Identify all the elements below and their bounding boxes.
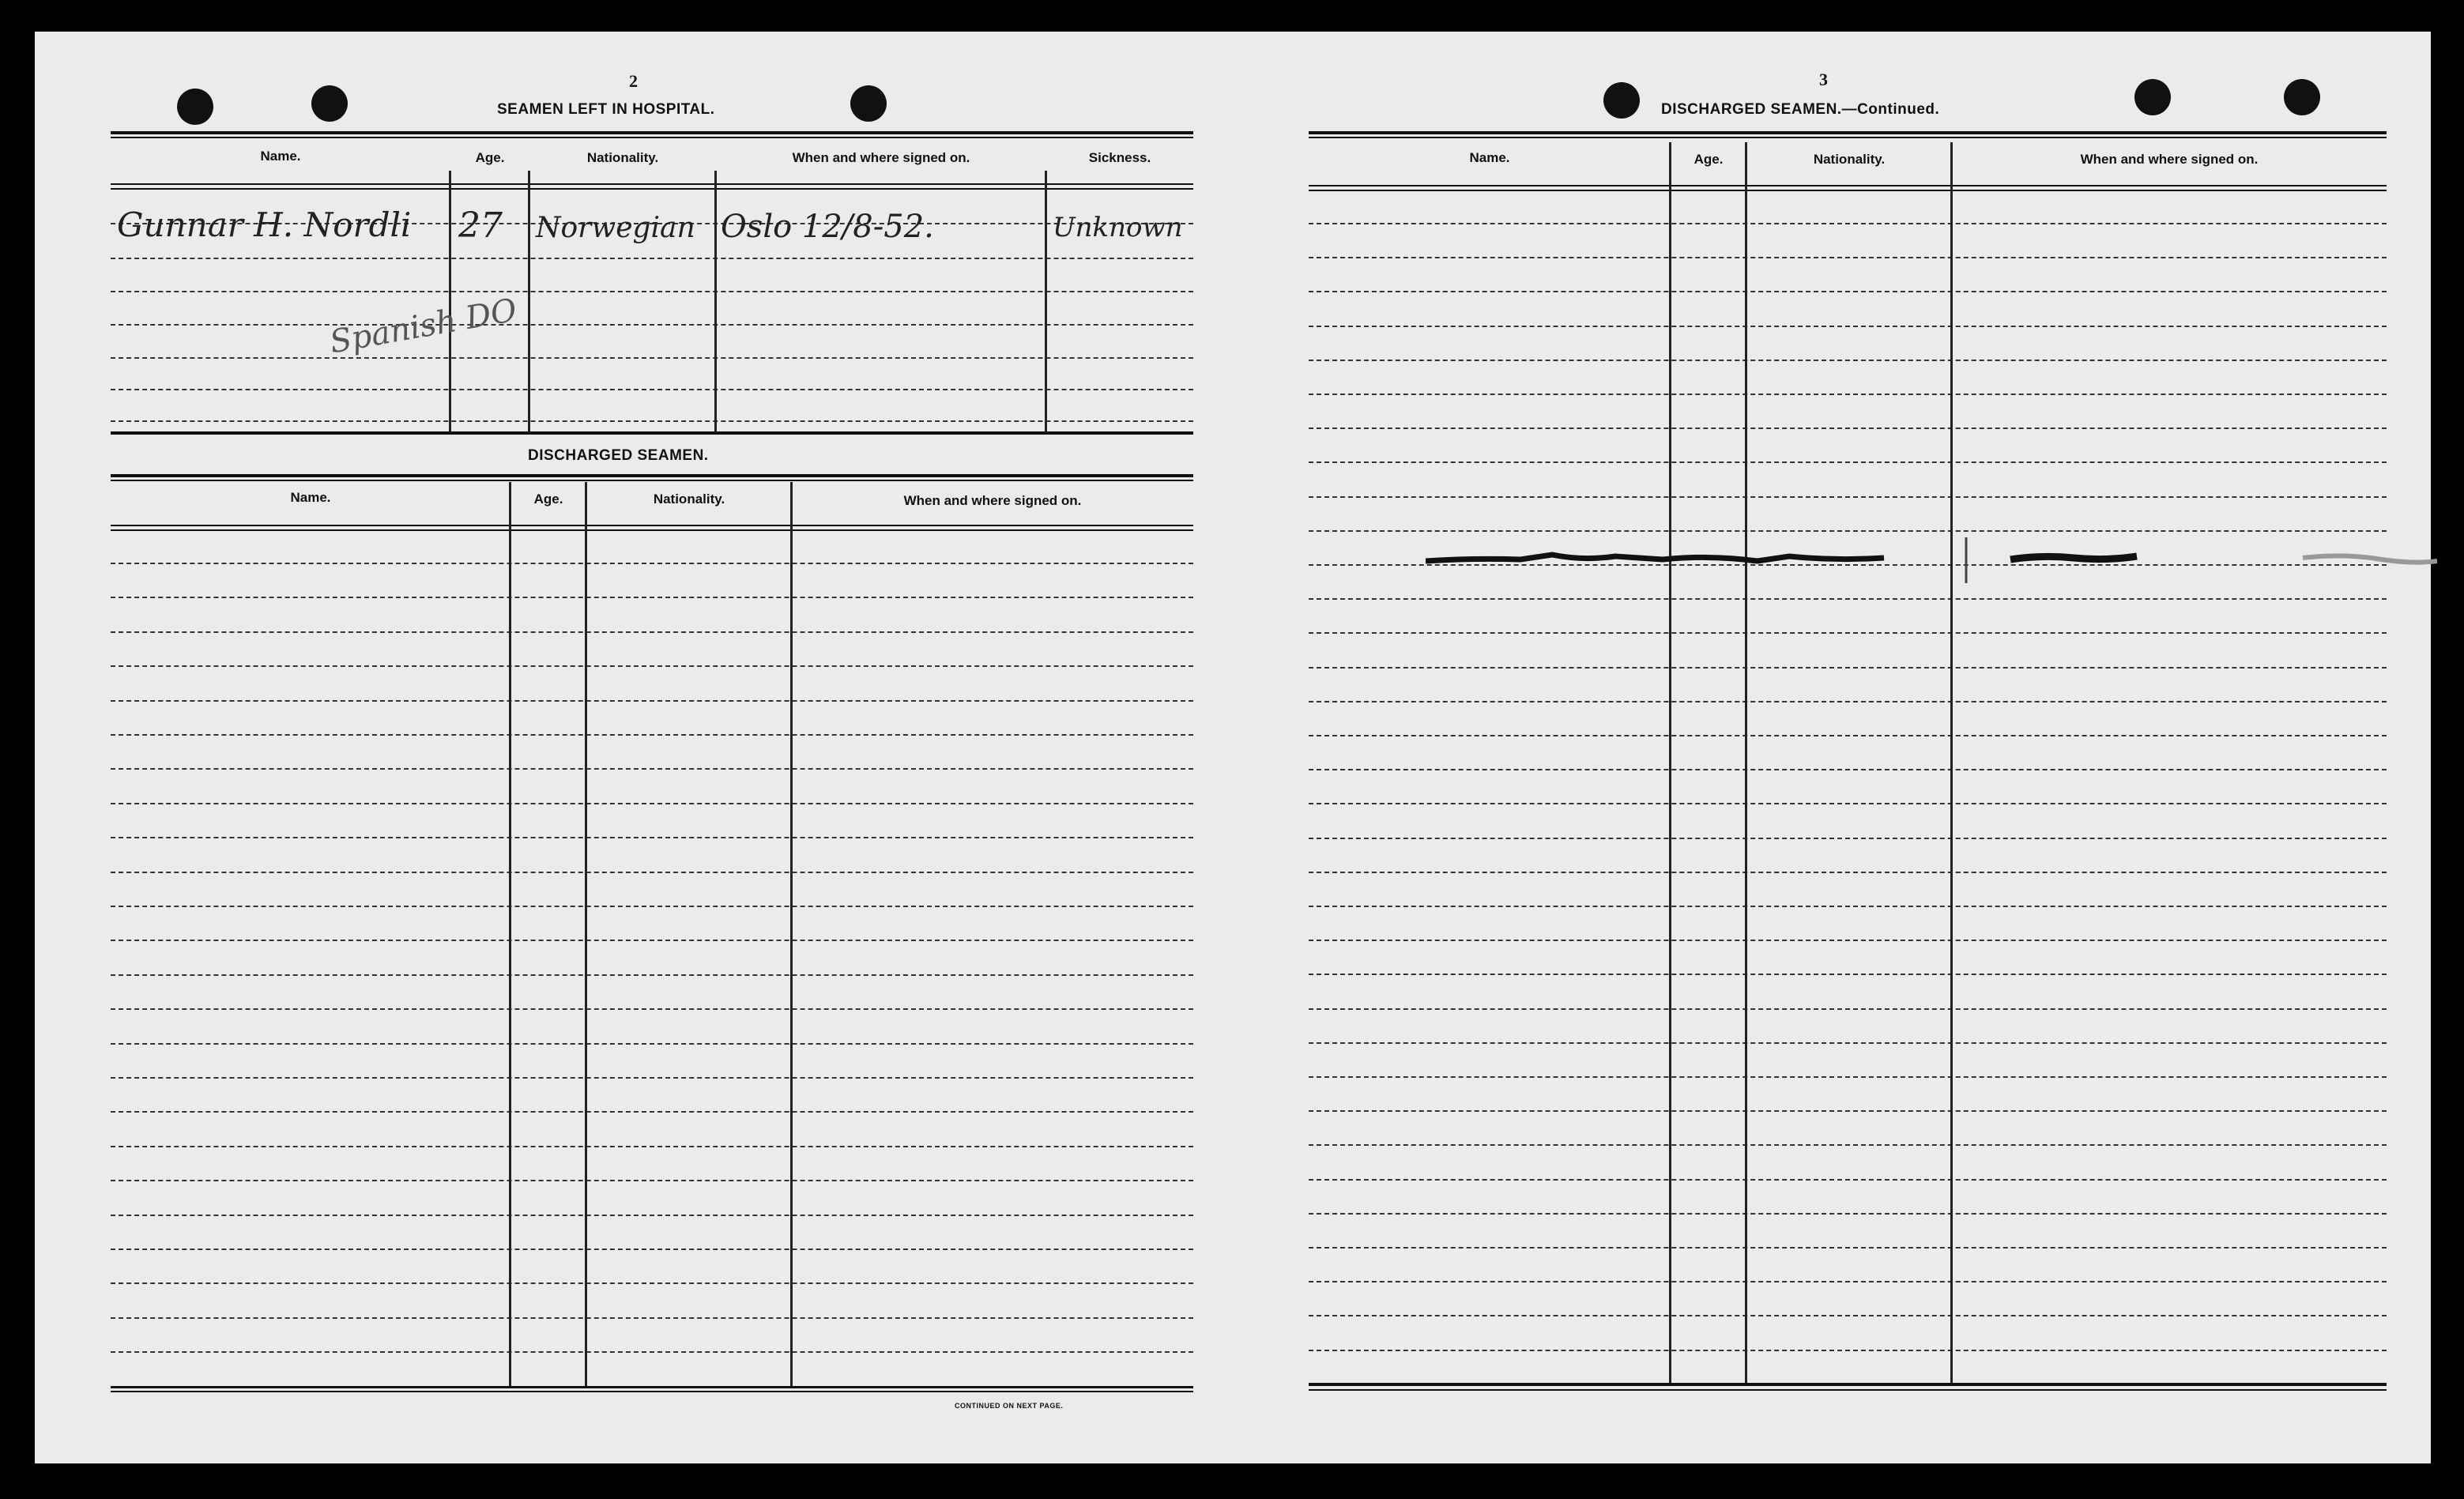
header-rule — [111, 183, 1193, 185]
table-row-line — [1309, 1315, 2387, 1316]
table-row-line — [1309, 701, 2387, 702]
column-divider — [714, 171, 717, 431]
table-row-line — [111, 389, 1193, 390]
table-row-line — [1309, 667, 2387, 669]
col-header-signed-on: When and where signed on. — [792, 150, 970, 165]
column-divider — [585, 482, 587, 1388]
table-row-line — [1309, 257, 2387, 258]
col-header-nationality: Nationality. — [653, 492, 725, 507]
table-row-line — [111, 803, 1193, 804]
table-bottom-rule — [1309, 1383, 2387, 1386]
table-row-line — [111, 1180, 1193, 1181]
handwritten-nationality: Norwegian — [536, 212, 695, 244]
table-row-line — [111, 906, 1193, 907]
punch-hole — [2284, 79, 2320, 115]
section-bottom-rule — [111, 431, 1193, 435]
handwritten-annotation: Spanish DO — [326, 292, 520, 361]
table-row-line — [1309, 394, 2387, 395]
col-header-signed-on: When and where signed on. — [2080, 152, 2259, 167]
header-rule — [1309, 185, 2387, 186]
table-row-line — [1309, 906, 2387, 907]
footer-continued: CONTINUED ON NEXT PAGE. — [955, 1402, 1064, 1410]
handwritten-age: 27 — [458, 205, 503, 246]
table-row-line — [1309, 769, 2387, 770]
column-divider — [509, 482, 511, 1388]
col-header-nationality: Nationality. — [586, 150, 659, 165]
table-row-line — [111, 1317, 1193, 1319]
table-row-line — [111, 1215, 1193, 1216]
table-row-line — [1309, 223, 2387, 224]
table-row-line — [111, 1077, 1193, 1079]
handwritten-signed-on: Oslo 12/8-52. — [721, 209, 934, 245]
header-rule — [111, 525, 1193, 526]
table-top-rule — [1309, 137, 2387, 138]
header-rule — [111, 529, 1193, 531]
table-row-line — [1309, 632, 2387, 634]
table-row-line — [111, 734, 1193, 736]
table-row-line — [1309, 1076, 2387, 1078]
table-row-line — [111, 1043, 1193, 1045]
col-header-name: Name. — [290, 490, 331, 505]
table-row-line — [1309, 1110, 2387, 1112]
col-header-nationality: Nationality. — [1813, 152, 1886, 167]
table-row-line — [1309, 940, 2387, 941]
column-divider — [449, 171, 451, 431]
column-divider — [1045, 171, 1047, 431]
column-divider — [1745, 142, 1747, 1384]
table-top-rule — [1309, 131, 2387, 134]
col-header-age: Age. — [533, 492, 563, 507]
table-row-line — [111, 1111, 1193, 1113]
table-row-line — [111, 940, 1193, 941]
col-header-sickness: Sickness. — [1088, 150, 1151, 165]
punch-hole — [2134, 79, 2171, 115]
table-row-line — [111, 1351, 1193, 1353]
discharged-continued-title: DISCHARGED SEAMEN.—Continued. — [1661, 101, 1940, 118]
table-row-line — [1309, 291, 2387, 292]
table-row-line — [111, 1282, 1193, 1284]
page-number: 3 — [1819, 70, 1828, 89]
column-divider — [528, 171, 530, 431]
table-row-line — [1309, 1144, 2387, 1146]
table-row-line — [1309, 872, 2387, 873]
col-header-age: Age. — [475, 150, 505, 165]
discharged-section-title: DISCHARGED SEAMEN. — [528, 447, 709, 464]
table-row-line — [111, 768, 1193, 770]
table-bottom-rule — [1309, 1389, 2387, 1391]
column-divider — [1950, 142, 1953, 1384]
punch-hole — [177, 89, 213, 125]
table-row-line — [1309, 735, 2387, 736]
col-header-name: Name. — [1469, 150, 1510, 165]
table-row-line — [1309, 1179, 2387, 1181]
table-row-line — [1309, 1042, 2387, 1044]
table-row-line — [1309, 838, 2387, 839]
column-divider — [1669, 142, 1671, 1384]
col-header-signed-on: When and where signed on. — [903, 493, 1082, 508]
hospital-section-title: SEAMEN LEFT IN HOSPITAL. — [497, 101, 715, 118]
table-row-line — [1309, 598, 2387, 600]
table-row-line — [111, 1146, 1193, 1147]
table-row-line — [1309, 360, 2387, 361]
table-top-rule — [111, 474, 1193, 477]
table-row-line — [111, 1008, 1193, 1010]
table-row-line — [1309, 974, 2387, 975]
table-row-line — [111, 357, 1193, 359]
table-row-line — [1309, 1281, 2387, 1282]
table-row-line — [111, 1249, 1193, 1250]
table-row-line — [111, 563, 1193, 564]
table-row-line — [111, 324, 1193, 326]
table-row-line — [111, 700, 1193, 702]
punch-hole — [1603, 82, 1640, 119]
table-row-line — [111, 258, 1193, 259]
table-row-line — [1309, 461, 2387, 463]
punch-hole — [850, 85, 887, 122]
table-row-line — [111, 420, 1193, 422]
table-row-line — [1309, 1350, 2387, 1351]
handwritten-sickness: Unknown — [1053, 212, 1183, 243]
table-row-line — [111, 631, 1193, 633]
table-top-rule — [111, 480, 1193, 481]
table-row-line — [111, 872, 1193, 873]
punch-hole — [311, 85, 348, 122]
table-row-line — [1309, 1247, 2387, 1249]
table-top-rule — [111, 131, 1193, 134]
table-row-line — [1309, 427, 2387, 429]
table-row-line — [111, 665, 1193, 667]
table-row-line — [1309, 496, 2387, 498]
table-row-line — [1309, 803, 2387, 804]
col-header-name: Name. — [260, 149, 301, 164]
table-row-line — [111, 974, 1193, 976]
table-row-line — [111, 291, 1193, 292]
header-rule — [111, 188, 1193, 190]
column-divider — [790, 482, 793, 1388]
table-row-line — [1309, 1008, 2387, 1010]
table-row-line — [1309, 1213, 2387, 1215]
table-row-line — [111, 837, 1193, 838]
col-header-age: Age. — [1694, 152, 1724, 167]
table-row-line — [1309, 530, 2387, 532]
paper-tear-mark — [1426, 537, 2437, 585]
table-bottom-rule — [111, 1391, 1193, 1392]
page-number: 2 — [629, 71, 638, 91]
table-top-rule — [111, 137, 1193, 138]
table-bottom-rule — [111, 1386, 1193, 1388]
table-row-line — [111, 597, 1193, 598]
table-row-line — [1309, 326, 2387, 327]
document-sheet — [35, 32, 2431, 1463]
header-rule — [1309, 190, 2387, 191]
handwritten-name: Gunnar H. Nordli — [117, 205, 412, 244]
